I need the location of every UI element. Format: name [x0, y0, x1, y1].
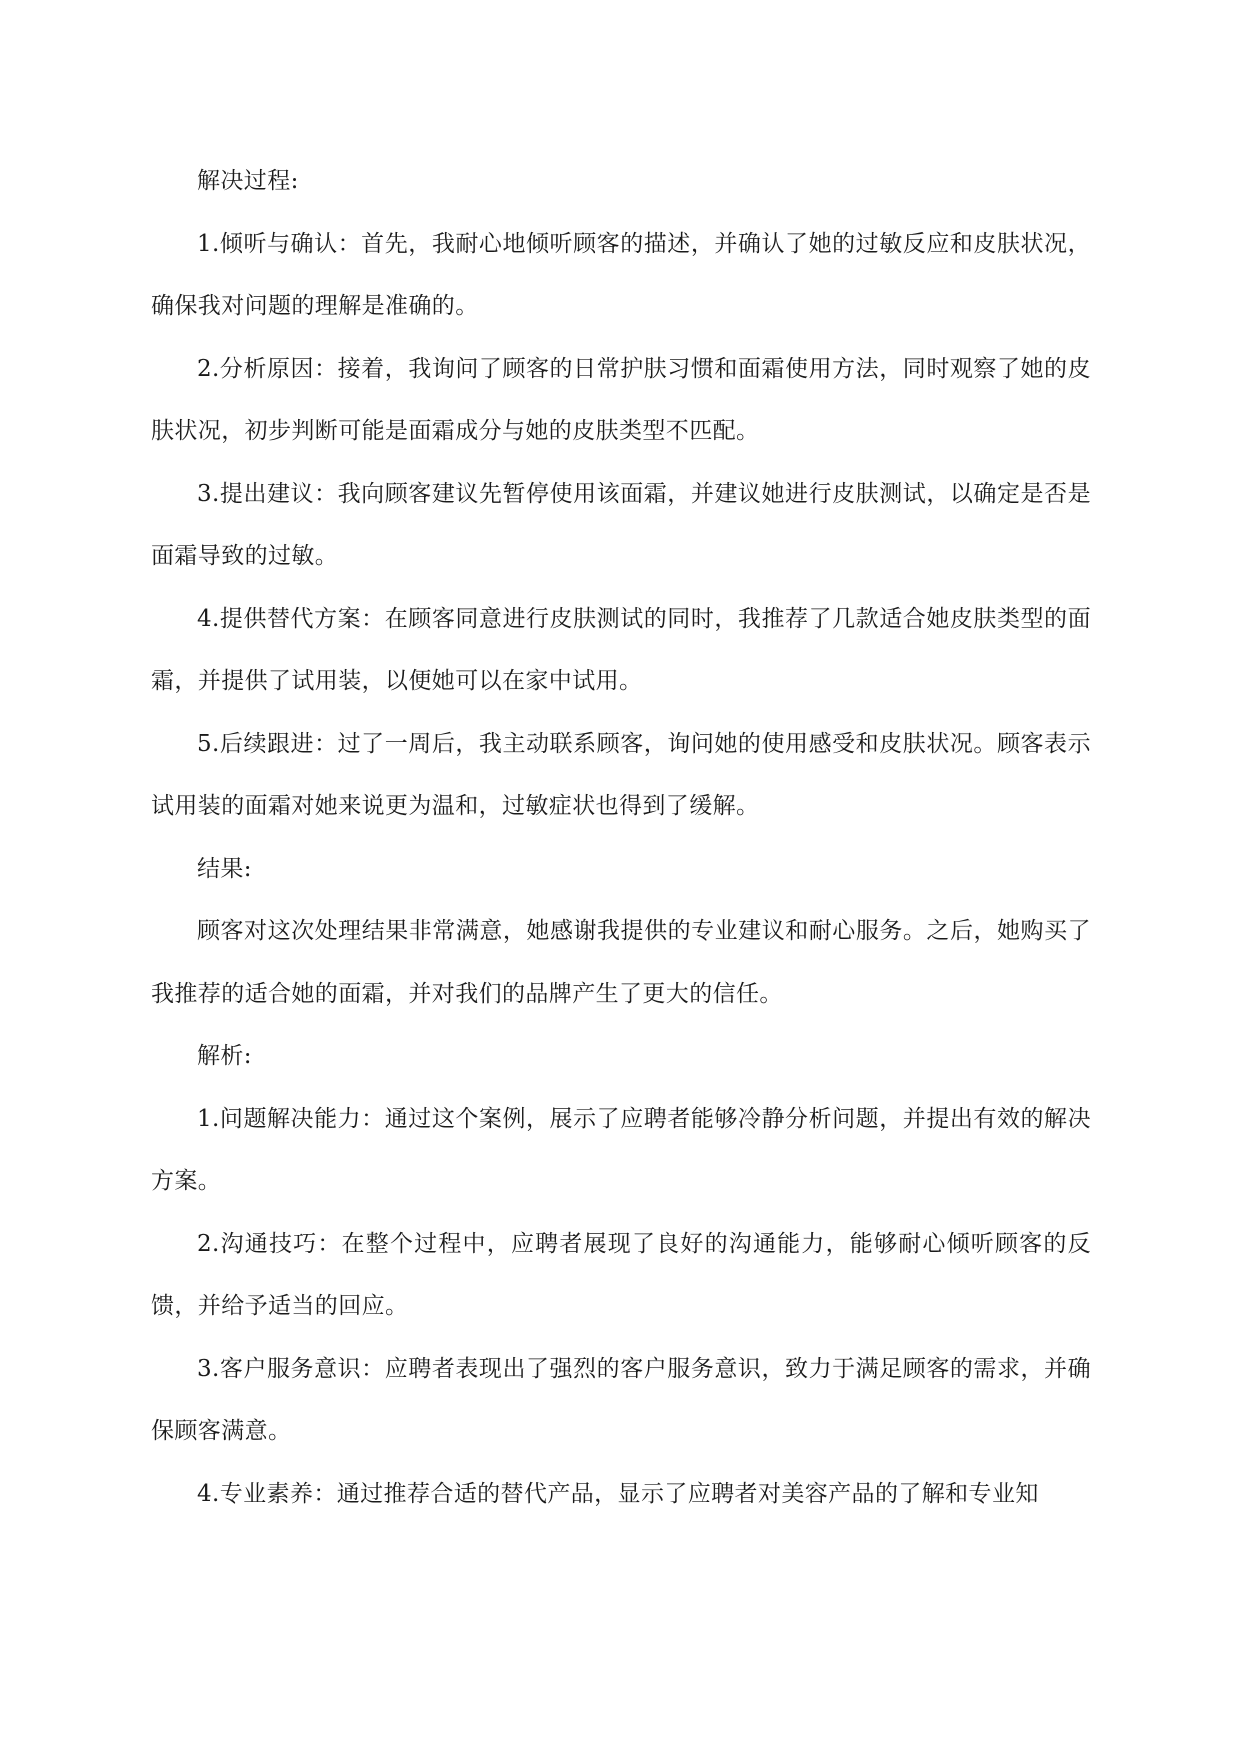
- process-step-suggest: 3.提出建议：我向顾客建议先暂停使用该面霜，并建议她进行皮肤测试，以确定是否是面霜导致的过敏。: [151, 480, 1091, 569]
- analysis-point-professional: 4.专业素养：通过推荐合适的替代产品，显示了应聘者对美容产品的了解和专业知: [197, 1480, 1039, 1507]
- analysis-point-service: 3.客户服务意识：应聘者表现出了强烈的客户服务意识，致力于满足顾客的需求，并确保顾客满意。: [151, 1355, 1091, 1444]
- section-heading-result: 结果:: [197, 855, 252, 882]
- analysis-point-problem-solving: 1.问题解决能力：通过这个案例，展示了应聘者能够冷静分析问题，并提出有效的解决方案。: [151, 1105, 1091, 1194]
- section-heading-analysis: 解析:: [197, 1043, 252, 1069]
- result-paragraph: 顾客对这次处理结果非常满意，她感谢我提供的专业建议和耐心服务。之后，她购买了我推荐的适合她的面霜，并对我们的品牌产生了更大的信任。: [151, 918, 1091, 1007]
- process-step-alternative: 4.提供替代方案：在顾客同意进行皮肤测试的同时，我推荐了几款适合她皮肤类型的面霜，并提供了试用装，以便她可以在家中试用。: [151, 605, 1091, 694]
- process-step-analyze: 2.分析原因：接着，我询问了顾客的日常护肤习惯和面霜使用方法，同时观察了她的皮肤状况，初步判断可能是面霜成分与她的皮肤类型不匹配。: [151, 355, 1091, 444]
- document-body: [151, 150, 1091, 1525]
- process-step-followup: 5.后续跟进：过了一周后，我主动联系顾客，询问她的使用感受和皮肤状况。顾客表示试用装的面霜对她来说更为温和，过敏症状也得到了缓解。: [151, 730, 1091, 819]
- analysis-point-communication: 2.沟通技巧：在整个过程中，应聘者展现了良好的沟通能力，能够耐心倾听顾客的反馈，并给予适当的回应。: [151, 1230, 1091, 1319]
- section-heading-process: 解决过程:: [197, 168, 299, 194]
- process-step-listen: 1.倾听与确认：首先，我耐心地倾听顾客的描述，并确认了她的过敏反应和皮肤状况，确保我对问题的理解是准确的。: [151, 230, 1091, 319]
